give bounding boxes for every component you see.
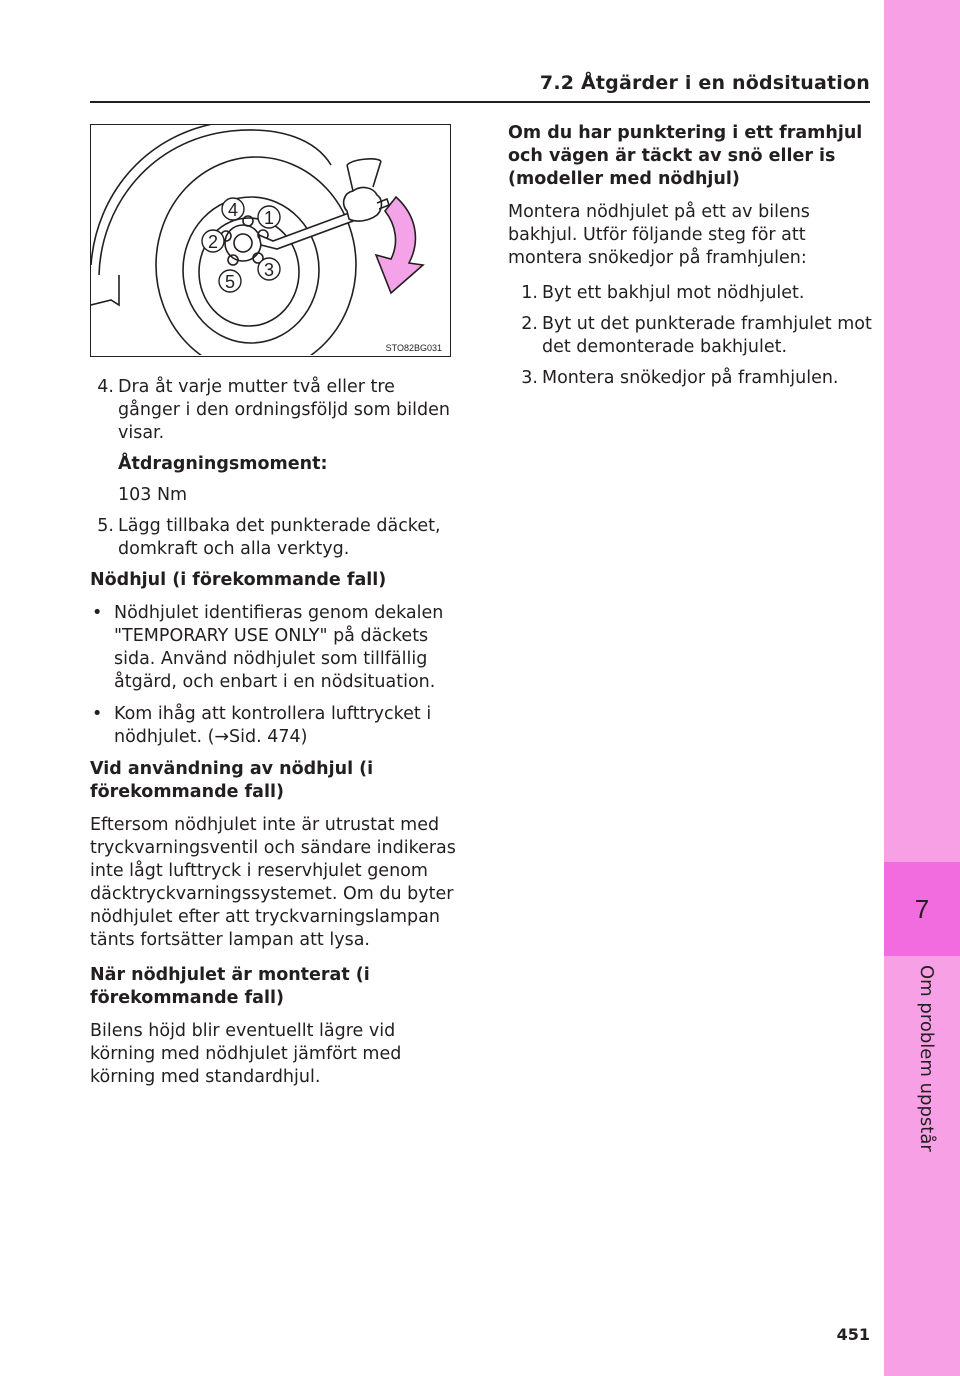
step-1 — [508, 282, 873, 305]
header-divider — [90, 101, 870, 103]
bullet-text: Nödhjulet identifieras genom dekalen "TEMPORARY USE ONLY" på däckets sida. Använd nödhjulet som tillfällig åtgärd, och enbart i en nödsituation. — [114, 603, 444, 692]
heading-spare-wheel: Nödhjul (i förekommande fall) — [90, 570, 387, 590]
nut-label-2: 2 — [207, 232, 219, 252]
heading-using-spare: Vid användning av nödhjul (i förekommande fall) — [90, 759, 374, 802]
hand — [344, 188, 382, 222]
step-number: 5. — [97, 516, 114, 536]
step-number: 1. — [521, 283, 538, 303]
step-text: Byt ut det punkterade framhjulet mot det demonterade bakhjulet. — [542, 314, 872, 357]
page-number: 451 — [836, 1325, 870, 1344]
step-3 — [508, 367, 873, 390]
nut-label-5: 5 — [224, 272, 236, 292]
step-number: 3. — [521, 368, 538, 388]
step-text: Byt ett bakhjul mot nödhjulet. — [542, 283, 805, 303]
figure-code: STO82BG031 — [385, 343, 442, 353]
nut-label-1: 1 — [263, 208, 275, 228]
torque-label: Åtdragningsmoment: — [118, 454, 328, 474]
step-number: 4. — [97, 377, 114, 397]
bullet-item — [90, 602, 460, 694]
paragraph-vehicle-height: Bilens höjd blir eventuellt lägre vid körning med nödhjulet jämfört med körning med standardhjul. — [90, 1021, 402, 1087]
step-text: Montera snökedjor på framhjulen. — [542, 368, 839, 388]
section-title: 7.2 Åtgärder i en nödsituation — [539, 72, 870, 94]
bullet-symbol: • — [92, 603, 103, 623]
chapter-label: Om problem uppstår — [916, 965, 937, 1152]
chapter-number: 7 — [914, 894, 930, 924]
step-5 — [90, 515, 460, 561]
step-2 — [508, 313, 873, 359]
right-column — [508, 120, 873, 398]
chapter-side-tab[interactable] — [884, 0, 960, 1376]
torque-value: 103 Nm — [118, 485, 188, 505]
rotation-arrow — [376, 197, 423, 293]
bullet-symbol: • — [92, 704, 103, 724]
nut-label-3: 3 — [263, 260, 275, 280]
step-text: Dra åt varje mutter två eller tre gånger i den ordningsföljd som bilden visar. — [118, 377, 450, 443]
paragraph-pressure-warning: Eftersom nödhjulet inte är utrustat med tryckvarningsventil och sändare indikeras inte lågt lufttryck i reservhjulet genom däcktryckvarningssystemet. Om du byter nödhjulet efter att tryckvarningslampan tänts fortsätter lampan att lysa. — [90, 815, 456, 950]
paragraph-intro: Montera nödhjulet på ett av bilens bakhjul. Utför följande steg för att montera snökedjor på framhjulen: — [508, 202, 810, 268]
heading-front-puncture-snow: Om du har punktering i ett framhjul och vägen är täckt av snö eller is (modeller med nödhjul) — [508, 123, 863, 189]
left-column — [90, 376, 460, 1101]
step-4 — [90, 376, 460, 445]
heading-spare-mounted: När nödhjulet är monterat (i förekommande fall) — [90, 965, 370, 1008]
bullet-item — [90, 703, 460, 749]
step-text: Lägg tillbaka det punkterade däcket, domkraft och alla verktyg. — [118, 516, 441, 559]
wheel-nut-tightening-illustration — [90, 124, 451, 357]
bullet-text: Kom ihåg att kontrollera lufttrycket i nödhjulet. (→Sid. 474) — [114, 704, 432, 747]
step-number: 2. — [521, 314, 538, 334]
nut-label-4: 4 — [227, 200, 239, 220]
